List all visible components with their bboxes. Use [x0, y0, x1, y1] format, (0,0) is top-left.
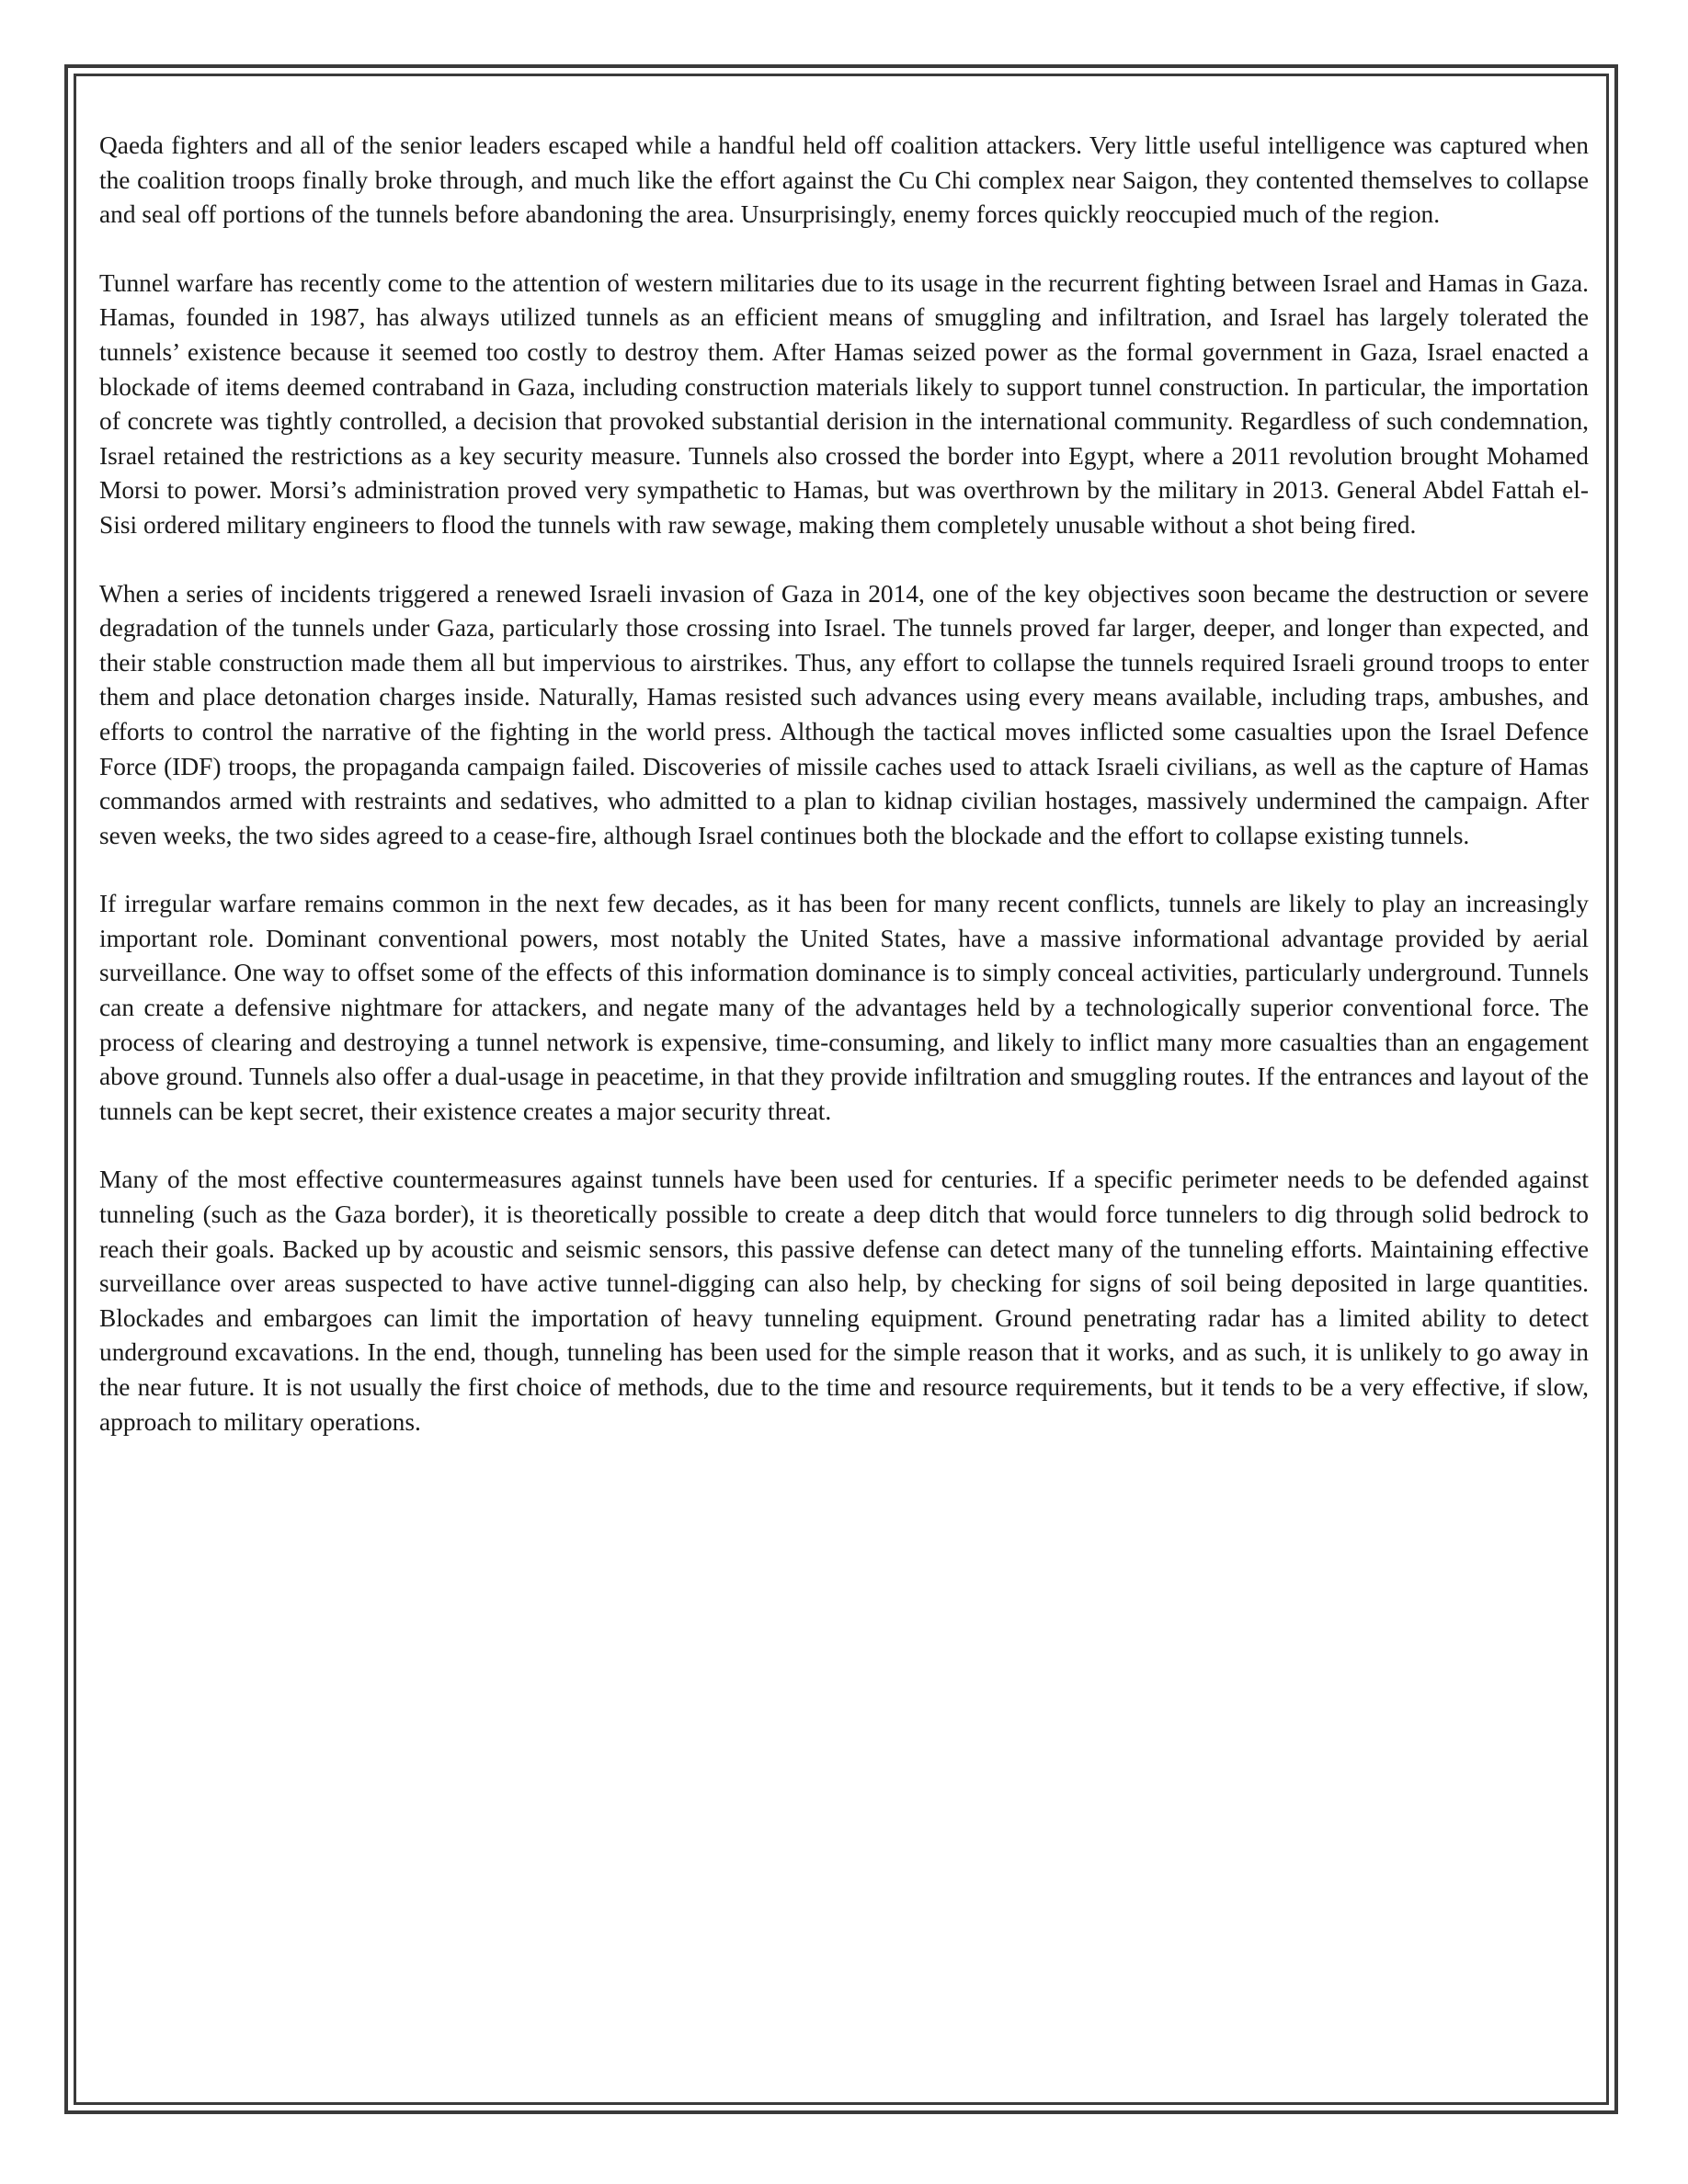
paragraph-5: Many of the most effective countermeasures against tunnels have been used for centuries. If a specific perimeter needs to be defended against tunneling (such as the Gaza border), it is theoretically possible to create a deep ditch that would force tunnelers to dig through solid bedrock to reach their goals. Backed up by acoustic and seismic sensors, this passive defense can detect many of the tunneling efforts. Maintaining effective surveillance over areas suspected to have active tunnel-digging can also help, by checking for signs of soil being deposited in large quantities. Blockades and embargoes can limit the importation of heavy tunneling equipment. Ground penetrating radar has a limited ability to detect underground excavations. In the end, though, tunneling has been used for the simple reason that it works, and as such, it is unlikely to go away in the near future. It is not usually the first choice of methods, due to the time and resource requirements, but it tends to be a very effective, if slow, approach to military operations.: [99, 1166, 1589, 1436]
paragraph-2: Tunnel warfare has recently come to the attention of western militaries due to its usage in the recurrent fighting between Israel and Hamas in Gaza. Hamas, founded in 1987, has always utilized tunnels as an efficient means of smuggling and infiltration, and Israel has largely tolerated the tunnels’ existence because it seemed too costly to destroy them. After Hamas seized power as the formal government in Gaza, Israel enacted a blockade of items deemed contraband in Gaza, including construction materials likely to support tunnel construction. In particular, the importation of concrete was tightly controlled, a decision that provoked substantial derision in the international community. Regardless of such condemnation, Israel retained the restrictions as a key security measure. Tunnels also crossed the border into Egypt, where a 2011 revolution brought Mohamed Morsi to power. Morsi’s administration proved very sympathetic to Hamas, but was overthrown by the military in 2013. General Abdel Fattah el-Sisi ordered military engineers to flood the tunnels with raw sewage, making them completely unusable without a shot being fired.: [99, 268, 1589, 539]
paragraph-1: Qaeda fighters and all of the senior leaders escaped while a handful held off coalition attackers. Very little useful intelligence was captured when the coalition troops finally broke through, and much like the effort against the Cu Chi complex near Saigon, they contented themselves to collapse and seal off portions of the tunnels before abandoning the area. Unsurprisingly, enemy forces quickly reoccupied much of the region.: [99, 131, 1589, 229]
document-body: [99, 129, 1589, 1473]
paragraph-3: When a series of incidents triggered a renewed Israeli invasion of Gaza in 2014, one of the key objectives soon became the destruction or severe degradation of the tunnels under Gaza, particularly those crossing into Israel. The tunnels proved far larger, deeper, and longer than expected, and their stable construction made them all but impervious to airstrikes. Thus, any effort to collapse the tunnels required Israeli ground troops to enter them and place detonation charges inside. Naturally, Hamas resisted such advances using every means available, including traps, ambushes, and efforts to control the narrative of the fighting in the world press. Although the tactical moves inflicted some casualties upon the Israel Defence Force (IDF) troops, the propaganda campaign failed. Discoveries of missile caches used to attack Israeli civilians, as well as the capture of Hamas commandos armed with restraints and sedatives, who admitted to a plan to kidnap civilian hostages, massively undermined the campaign. After seven weeks, the two sides agreed to a cease-fire, although Israel continues both the blockade and the effort to collapse existing tunnels.: [99, 579, 1589, 849]
paragraph-4: If irregular warfare remains common in the next few decades, as it has been for many recent conflicts, tunnels are likely to play an increasingly important role. Dominant conventional powers, most notably the United States, have a massive informational advantage provided by aerial surveillance. One way to offset some of the effects of this information dominance is to simply conceal activities, particularly underground. Tunnels can create a defensive nightmare for attackers, and negate many of the advantages held by a technologically superior conventional force. The process of clearing and destroying a tunnel network is expensive, time-consuming, and likely to inflict many more casualties than an engagement above ground. Tunnels also offer a dual-usage in peacetime, in that they provide infiltration and smuggling routes. If the entrances and layout of the tunnels can be kept secret, their existence creates a major security threat.: [99, 890, 1589, 1125]
